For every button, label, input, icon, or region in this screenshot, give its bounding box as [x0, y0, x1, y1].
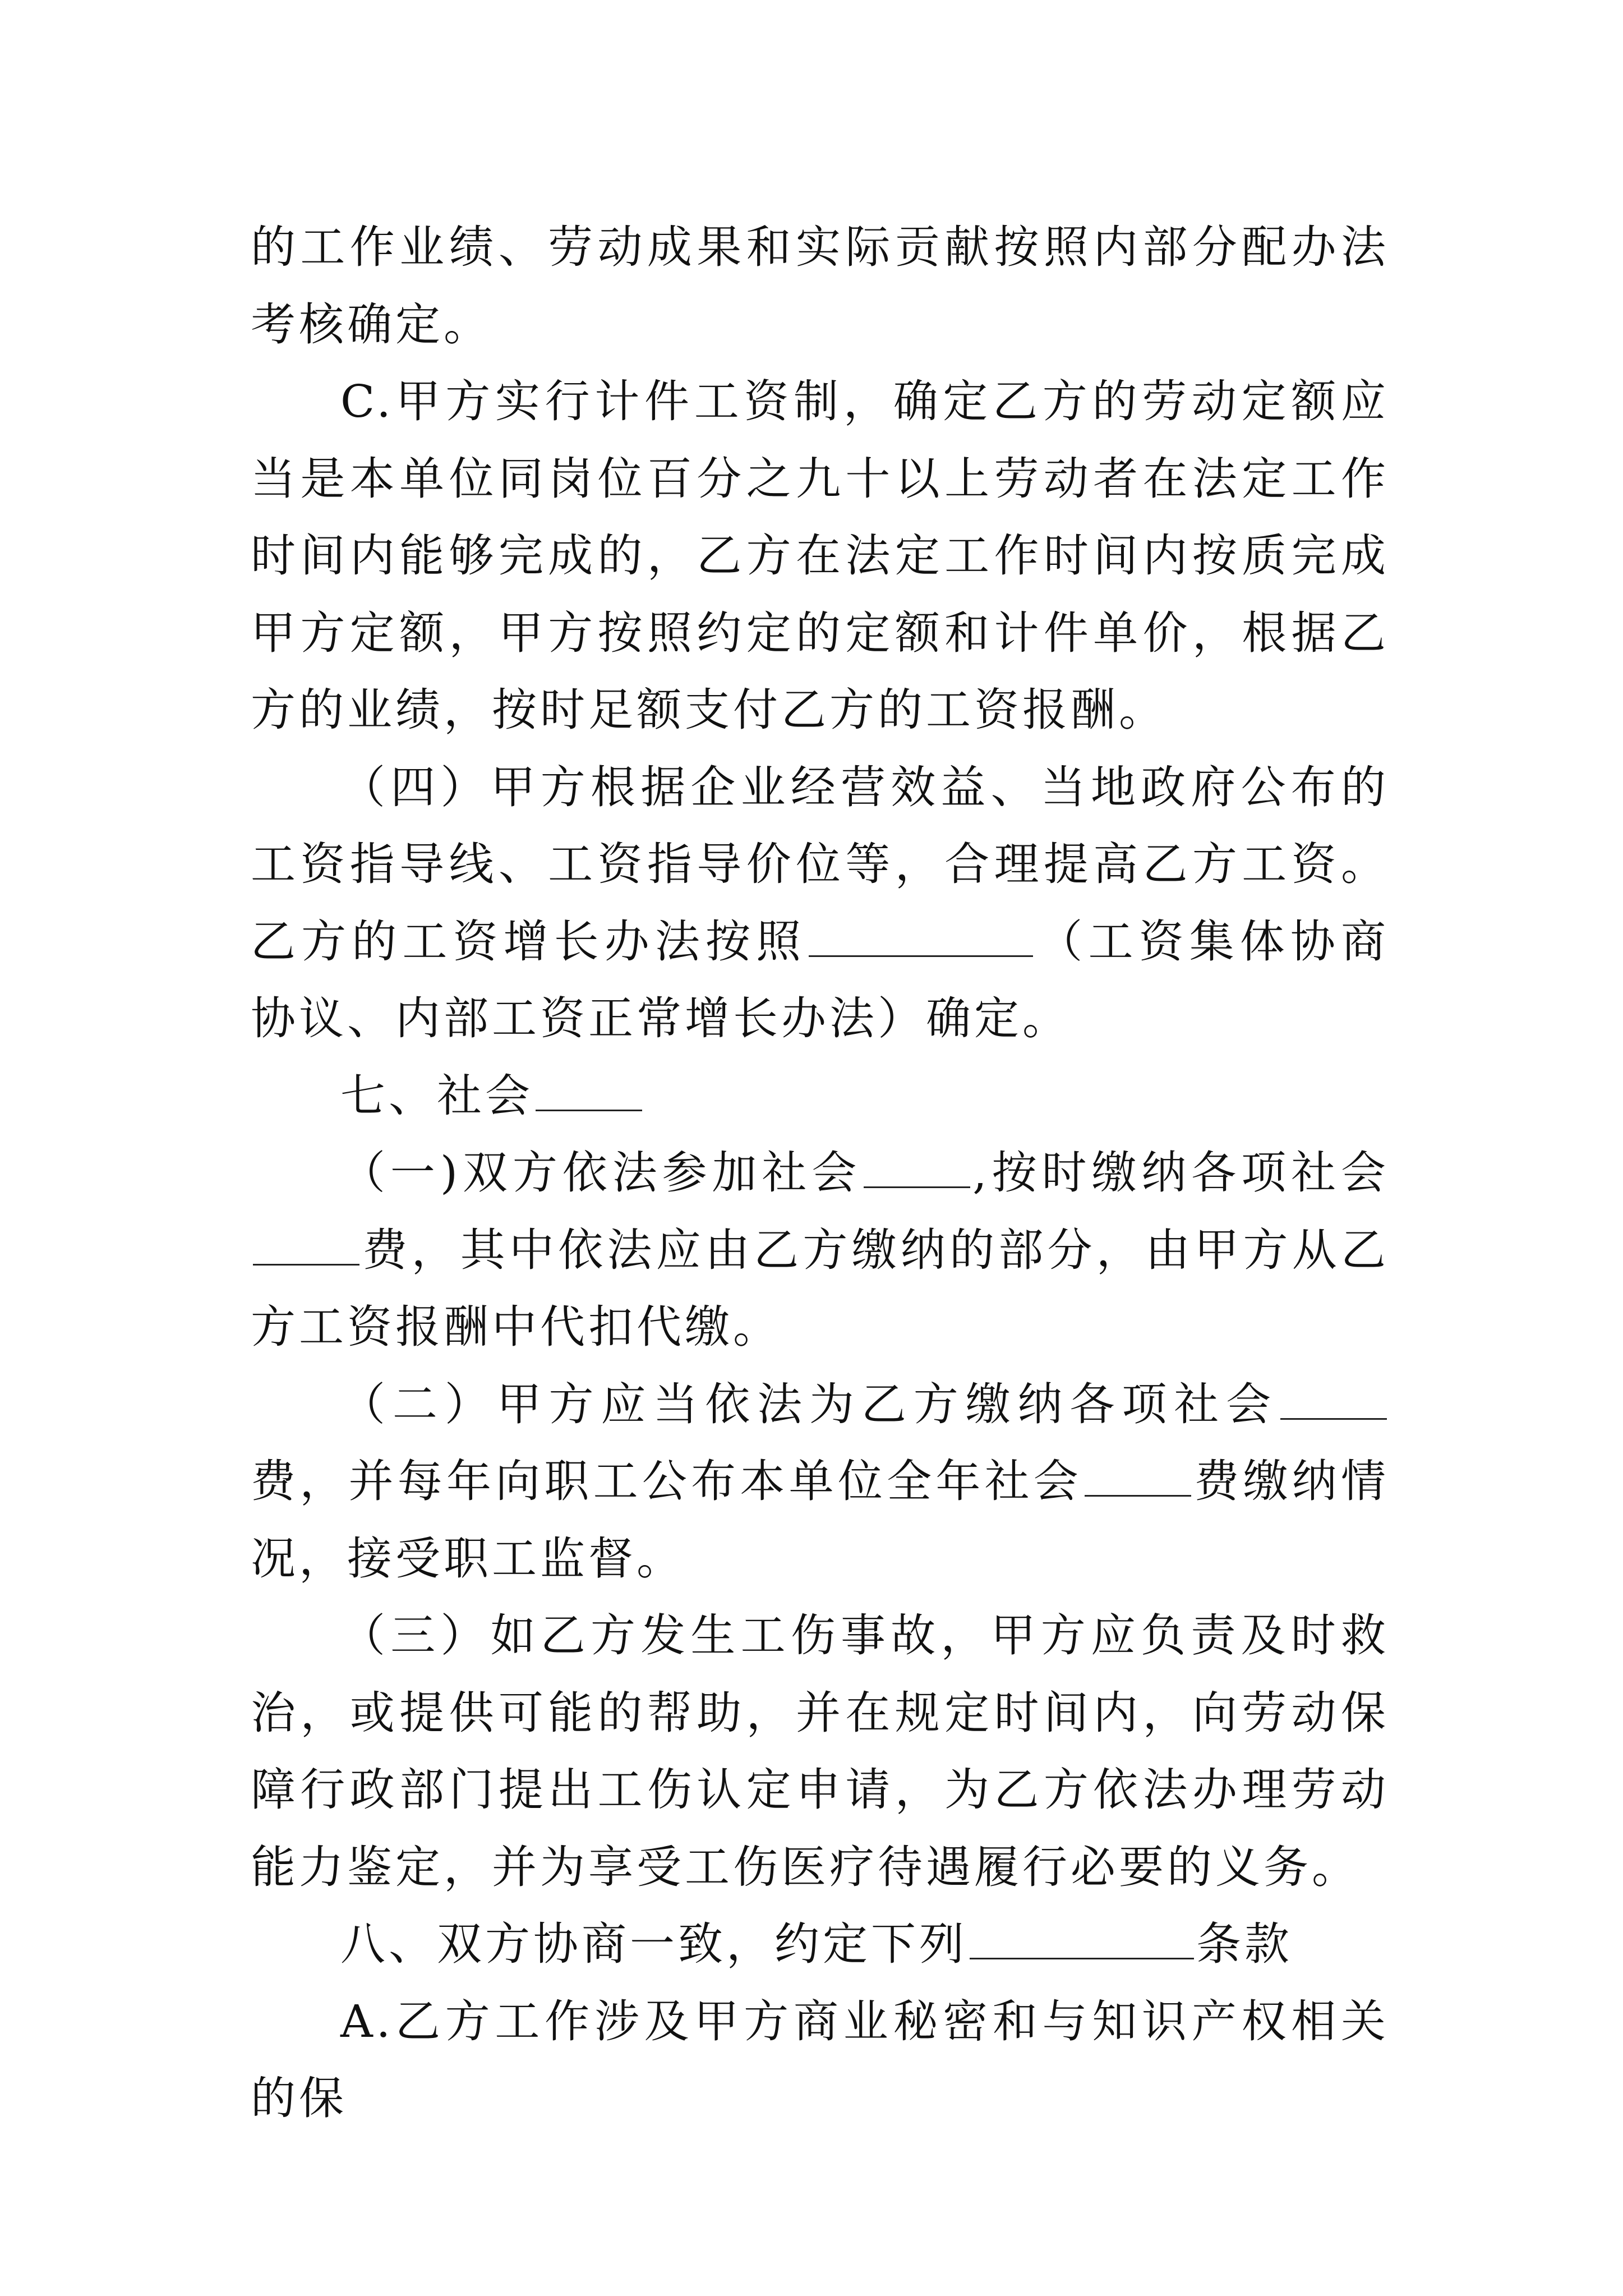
- paragraph-9: [251, 1983, 1389, 2137]
- paragraph-1-text: 的工作业绩、劳动成果和实际贡献按照内部分配办法考核确定。: [251, 221, 1389, 351]
- paragraph-6-text-before: （二）甲方应当依法为乙方缴纳各项社会: [340, 1378, 1278, 1430]
- fill-in-blank: [253, 1219, 359, 1266]
- paragraph-3-text-after: （工资集体协商协议、内部工资正常增长办法）确定。: [251, 915, 1390, 1045]
- paragraph-5-text-middle: ,按时缴纳各项社会: [972, 1147, 1389, 1199]
- paragraph-3-text-before: （四）甲方根据企业经营效益、当地政府公布的工资指导线、工资指导价位等，合理提高乙方工资。乙方的工资增长办法按照: [251, 761, 1389, 968]
- paragraph-9-text: A.乙方工作涉及甲方商业秘密和与知识产权相关的保: [251, 1995, 1389, 2124]
- section-heading-8: [251, 1906, 1389, 1983]
- section-heading-7-text: 七、社会: [340, 1069, 533, 1122]
- section-heading-8-text-after: 条款: [1196, 1918, 1293, 1970]
- document-body: [251, 209, 1389, 2137]
- paragraph-3: [251, 749, 1389, 1057]
- paragraph-2-text: C.甲方实行计件工资制，确定乙方的劳动定额应当是本单位同岗位百分之九十以上劳动者在法定工作时间内能够完成的，乙方在法定工作时间内按质完成甲方定额，甲方按照约定的定额和计件单价，根据乙方的业绩，按时足额支付乙方的工资报酬。: [251, 375, 1389, 736]
- section-heading-7: [251, 1057, 1389, 1135]
- section-heading-8-text-before: 八、双方协商一致，约定下列: [340, 1918, 967, 1970]
- fill-in-blank: [864, 1142, 970, 1188]
- paragraph-6-text-middle: 费，并每年向职工公布本单位全年社会: [251, 1455, 1083, 1507]
- paragraph-5-text-before: （一)双方依法参加社会: [340, 1147, 862, 1199]
- paragraph-7: [251, 1597, 1389, 1906]
- fill-in-blank: [809, 910, 1033, 957]
- fill-in-blank: [970, 1913, 1194, 1959]
- paragraph-2: [251, 363, 1389, 749]
- paragraph-1: [251, 209, 1389, 363]
- paragraph-7-text: （三）如乙方发生工伤事故，甲方应负责及时救治，或提供可能的帮助，并在规定时间内，向劳动保障行政部门提出工伤认定申请，为乙方依法办理劳动能力鉴定，并为享受工伤医疗待遇履行必要的义务。: [251, 1609, 1389, 1893]
- paragraph-6-text-after: 费缴纳情况，接受职工监督。: [251, 1455, 1389, 1585]
- paragraph-6: [251, 1366, 1389, 1598]
- fill-in-blank: [1280, 1373, 1387, 1420]
- paragraph-5-text-after: 费，其中依法应由乙方缴纳的部分，由甲方从乙方工资报酬中代扣代缴。: [251, 1223, 1389, 1353]
- paragraph-5: [251, 1134, 1389, 1366]
- fill-in-blank: [1085, 1450, 1191, 1497]
- fill-in-blank: [536, 1065, 642, 1111]
